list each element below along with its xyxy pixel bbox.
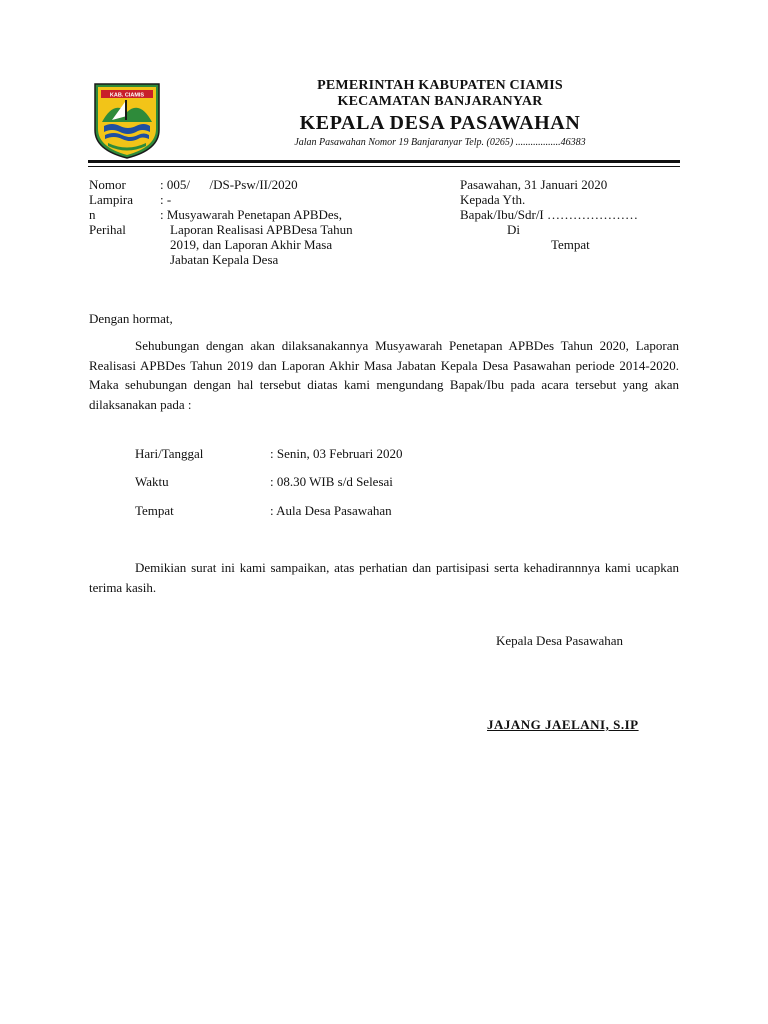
ciamis-regency-emblem-icon — [92, 82, 162, 160]
signature-name: JAJANG JAELANI, S.IP — [487, 717, 639, 732]
schedule-time-label: Waktu — [135, 474, 169, 489]
lampiran-value: : - — [160, 192, 172, 207]
place-date: Pasawahan, 31 Januari 2020 — [460, 177, 608, 192]
recipient-kepada: Kepada Yth. — [460, 192, 526, 207]
body-paragraph-intro-text: Sehubungan dengan akan dilaksanakannya Musyawarah Penetapan APBDes Tahun 2020, Laporan Realisasi APBDes Tahun 2019 dan Laporan Akhir Masa Jabatan Kepala Desa Pasawahan periode 2014-2020. Maka sehubungan dengan hal tersebut diatas kami mengundang Bapak/Ibu pada acara tersebut yang akan dilaksanakan pada : — [89, 338, 679, 412]
letterhead-address: Jalan Pasawahan Nomor 19 Banjaranyar Telp. (0265) ..................46383 — [294, 137, 586, 148]
letterhead-district: KECAMATAN BANJARANYAR — [337, 94, 543, 109]
perihal-label: Perihal — [89, 222, 126, 237]
lampiran-label-wrap: n — [89, 207, 96, 222]
schedule-date-label: Hari/Tanggal — [135, 446, 204, 461]
recipient-addressee: Bapak/Ibu/Sdr/I ………………… — [460, 207, 639, 222]
schedule-date-value: : Senin, 03 Februari 2020 — [270, 446, 403, 461]
body-paragraph-closing-text: Demikian surat ini kami sampaikan, atas perhatian dan partisipasi serta kehadirannnya kami ucapkan terima kasih. — [89, 560, 679, 595]
letterhead-divider-thin — [88, 166, 680, 167]
recipient-di: Di — [507, 222, 520, 237]
body-paragraph-closing — [89, 558, 679, 597]
schedule-time-value: : 08.30 WIB s/d Selesai — [270, 474, 393, 489]
schedule-place-label: Tempat — [135, 503, 174, 518]
letterhead-divider-thick — [88, 160, 680, 163]
signature-title: Kepala Desa Pasawahan — [496, 633, 624, 648]
schedule-place-value: : Aula Desa Pasawahan — [270, 503, 392, 518]
perihal-line-1: : Musyawarah Penetapan APBDes, — [160, 207, 342, 222]
recipient-tempat: Tempat — [551, 237, 590, 252]
lampiran-label: Lampira — [89, 192, 134, 207]
perihal-line-4: Jabatan Kepala Desa — [170, 252, 279, 267]
letterhead — [200, 78, 680, 150]
letterhead-government: PEMERINTAH KABUPATEN CIAMIS — [317, 78, 563, 93]
emblem-caption: KAB. CIAMIS — [109, 92, 145, 99]
greeting: Dengan hormat, — [89, 311, 173, 326]
letterhead-office: KEPALA DESA PASAWAHAN — [299, 112, 581, 134]
perihal-line-3: 2019, dan Laporan Akhir Masa — [170, 237, 333, 252]
perihal-line-2: Laporan Realisasi APBDesa Tahun — [170, 222, 353, 237]
nomor-label: Nomor — [89, 177, 126, 192]
body-paragraph-intro — [89, 336, 679, 414]
nomor-value: : 005/ /DS-Psw/II/2020 — [160, 177, 298, 192]
